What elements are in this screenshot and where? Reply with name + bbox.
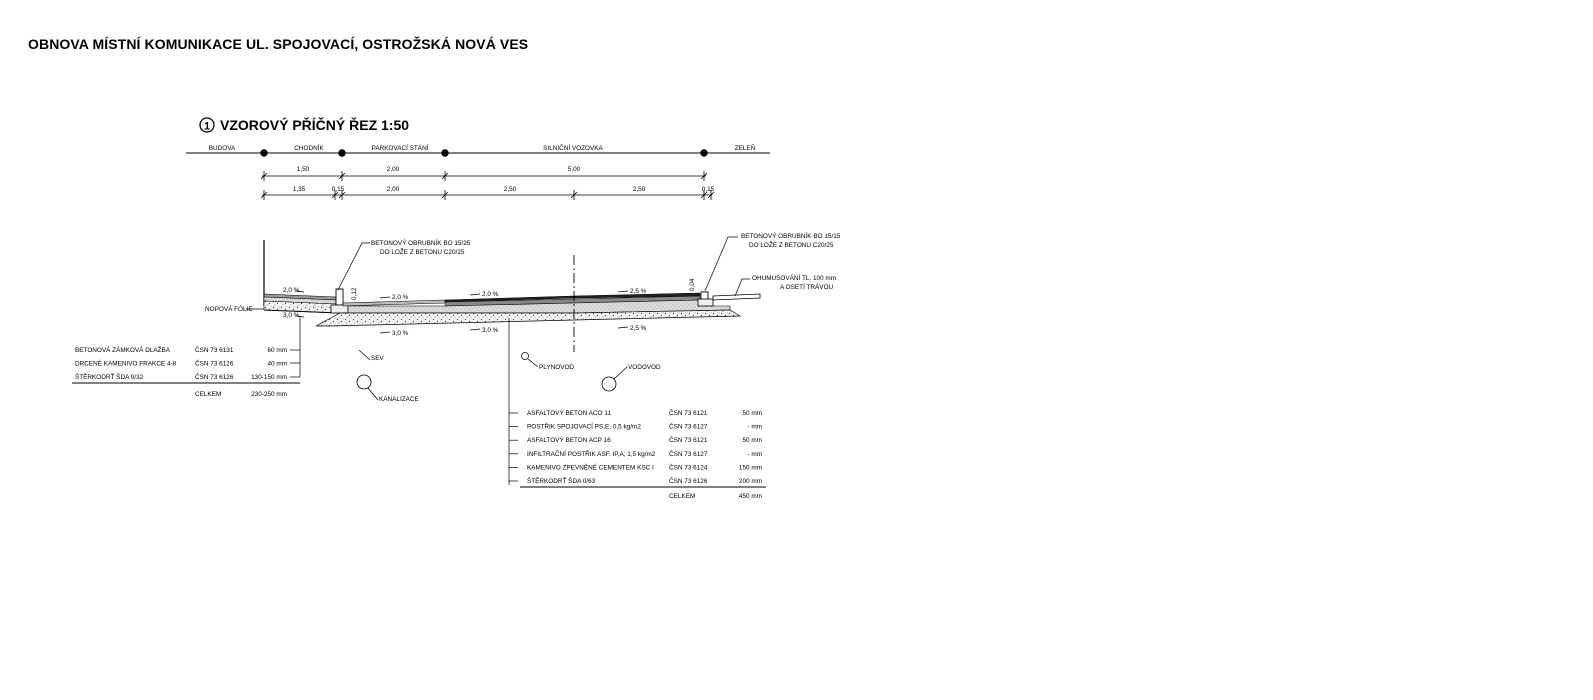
dimension-label: 2,00 (386, 186, 400, 193)
right-curb-leader (705, 237, 738, 291)
utility-gas (522, 353, 539, 368)
zone-node (701, 150, 707, 156)
right-curb-note-2: DO LOŽE Z BETONU C20/25 (749, 242, 834, 249)
road-layer-name: ASFALTOVÝ BETON ACP 16 (527, 437, 611, 445)
slope-label: 2,0 % (392, 294, 409, 301)
dimension-label: 0,15 (701, 186, 715, 193)
sidewalk-layer-norm: ČSN 73 6126 (195, 374, 234, 381)
road-structure (316, 293, 740, 326)
slope-label: 2,0 % (283, 287, 300, 294)
curb-height-right: 0,04 (689, 278, 696, 291)
road-total-label: CELKEM (669, 493, 696, 500)
right-curb (698, 292, 760, 306)
sidewalk-layer-thickness: 40 mm (267, 360, 287, 368)
zone-label-parking: PARKOVACÍ STÁNÍ (371, 145, 429, 152)
utility-water-label: VODOVOD (628, 364, 661, 371)
dimension-label: 2,50 (503, 186, 517, 193)
sidewalk-layer-norm: ČSN 73 6126 (195, 360, 234, 368)
zone-axis (186, 150, 770, 156)
slope-label: 2,5 % (630, 325, 647, 332)
road-layer-thickness: 200 mm (738, 478, 762, 485)
road-layer-norm: ČSN 73 6124 (669, 464, 708, 472)
section-heading (200, 116, 409, 133)
topsoil-note-2: A OSETÍ TRÁVOU (780, 284, 834, 291)
utility-gas-label: PLYNOVOD (539, 364, 575, 371)
road-layer-norm: ČSN 73 6127 (669, 423, 708, 431)
curb-height-left: 0,12 (351, 287, 358, 300)
sidewalk-layer-norm: ČSN 73 6131 (195, 347, 234, 354)
road-layer-thickness: - mm (747, 450, 762, 458)
road-layer-thickness: 150 mm (738, 464, 762, 472)
utility-sewer (357, 375, 378, 400)
sidewalk-layer-name: ŠTĚRKODRŤ ŠDA 0/32 (75, 374, 144, 381)
sidewalk-layer-name: BETONOVÁ ZÁMKOVÁ DLAŽBA (75, 347, 171, 354)
zone-label-greenery: ZELEŇ (734, 145, 756, 152)
sidewalk-layer-thickness: 130-150 mm (251, 374, 287, 381)
zone-node (442, 150, 448, 156)
road-layer-norm: ČSN 73 6121 (669, 410, 708, 417)
dimension-label: 1,50 (296, 166, 310, 173)
sidewalk-total-label: CELKEM (195, 391, 222, 398)
zone-label-sidewalk: CHODNÍK (294, 145, 324, 152)
zone-node (339, 150, 345, 156)
sidewalk-layer-thickness: 60 mm (267, 347, 287, 354)
right-curb-note-1: BETONOVÝ OBRUBNÍK BO 15/15 (741, 233, 841, 240)
dimension-label: 5,00 (567, 166, 581, 173)
slope-label: 3,0 % (392, 330, 409, 337)
topsoil (713, 294, 760, 300)
utility-sev (359, 350, 370, 360)
slope-label: 3,0 % (482, 327, 499, 334)
dimension-label: 0,15 (331, 186, 345, 193)
utility-sewer-label: KANALIZACE (379, 396, 419, 403)
road-layer-thickness: 50 mm (742, 437, 762, 445)
road-layer-norm: ČSN 73 6121 (669, 437, 708, 445)
left-curb-note-2: DO LOŽE Z BETONU C20/25 (380, 249, 465, 256)
slope-label: 3,0 % (283, 312, 300, 319)
sidewalk-total-value: 230-250 mm (251, 391, 287, 398)
road-layer-thickness: 50 mm (742, 410, 762, 417)
dimension-row-1 (261, 171, 707, 181)
road-layer-norm: ČSN 73 6127 (669, 450, 708, 458)
zone-node (261, 150, 267, 156)
road-legend (509, 408, 766, 500)
topsoil-note-1: OHUMUSOVÁNÍ TL. 100 mm (752, 275, 837, 282)
road-layer-name: INFILTRAČNÍ POSTŘIK ASF. IP,A; 1,5 kg/m2 (527, 450, 656, 458)
dimension-label: 2,00 (386, 166, 400, 173)
foil-note: NOPOVÁ FÓLIE (205, 306, 253, 313)
road-layer-norm: ČSN 73 6126 (669, 478, 708, 485)
topsoil-leader (735, 279, 750, 296)
zone-label-building: BUDOVA (208, 145, 236, 152)
utility-water (602, 367, 627, 391)
road-layer-thickness: - mm (747, 423, 762, 431)
sidewalk-legend (75, 345, 287, 398)
section-title: VZOROVÝ PŘÍČNÝ ŘEZ 1:50 (220, 117, 410, 133)
dimension-label: 1,35 (292, 186, 306, 193)
slope-label: 2,5 % (630, 288, 647, 295)
sidewalk-structure (264, 294, 340, 313)
project-title: OBNOVA MÍSTNÍ KOMUNIKACE UL. SPOJOVACÍ, OSTROŽSKÁ NOVÁ VES (28, 36, 529, 52)
section-number: 1 (203, 120, 211, 133)
road-layer-name: ŠTĚRKODRŤ ŠDA 0/63 (527, 478, 596, 485)
utility-sev-label: SEV (371, 355, 384, 362)
road-total-value: 450 mm (738, 493, 762, 500)
left-curb-leader (338, 243, 370, 290)
road-layer-name: KAMENIVO ZPEVNĚNÉ CEMENTEM KSC I (527, 464, 654, 472)
sewer-pipe-icon (357, 375, 371, 389)
zone-label-roadway: SILNIČNÍ VOZOVKA (543, 145, 603, 152)
water-pipe-icon (602, 377, 616, 391)
road-layer-name: ASFALTOVÝ BETON ACO 11 (527, 410, 612, 417)
left-curb-note-1: BETONOVÝ OBRUBNÍK BO 15/25 (371, 240, 471, 247)
gas-pipe-icon (522, 353, 529, 360)
dimension-row-2 (261, 190, 714, 200)
slope-label: 2,0 % (482, 291, 499, 298)
road-layer-name: POSTŘIK SPOJOVACÍ PS,E; 0,5 kg/m2 (527, 423, 641, 431)
dimension-label: 2,50 (632, 186, 646, 193)
sidewalk-layer-name: DRCENÉ KAMENIVO FRAKCE 4-8 (75, 360, 177, 368)
